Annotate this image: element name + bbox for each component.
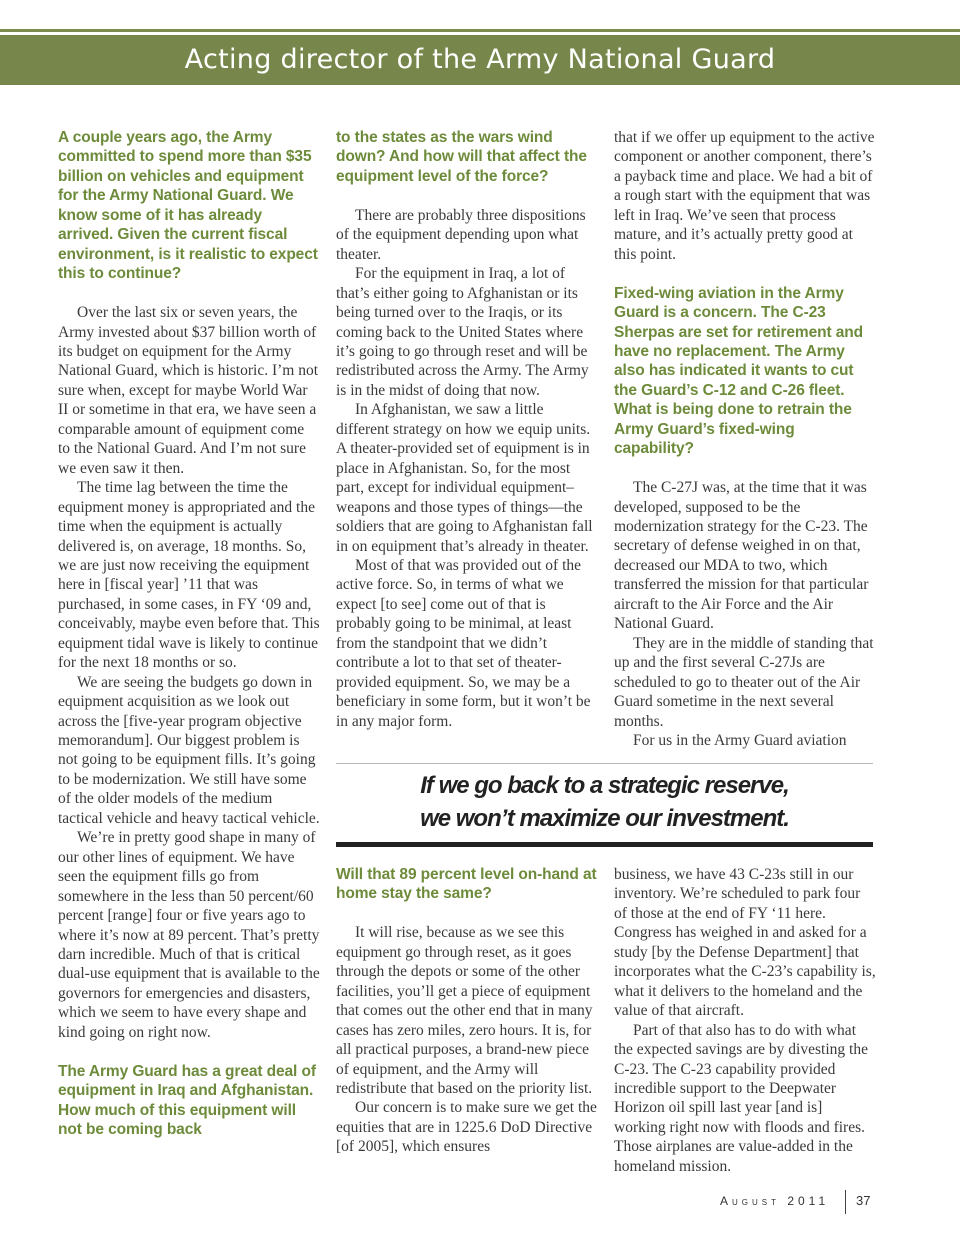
question-iraq-afghanistan: The Army Guard has a great deal of equipment in Iraq and Afghanistan. How much of this equipment will not be coming back <box>58 1062 316 1139</box>
answer-paragraph: Most of that was provided out of the active force. So, in terms of what we expect [to see] come out of that is probably going to be minimal, at least from the standpoint that we didn’t contribute a lot to that set of theater-provided equipment. So, we may be a beneficiary in some form, but it won’t be in any major form. <box>336 556 591 730</box>
column-3-lower <box>614 865 876 1176</box>
pull-quote-top-rule <box>336 763 873 764</box>
column-2 <box>336 128 598 731</box>
pull-quote-bottom-rule <box>336 842 873 847</box>
answer-paragraph: It will rise, because as we see this equipment go through reset, as it goes through the depots or some of the other facilities, you’ll get a piece of equipment that comes out the other end that in many cases has zero miles, zero hours. It is, for all practical purposes, a brand-new piece of equipment, and the Army will redistribute that based on the priority list. <box>336 924 593 1097</box>
pull-quote-line: we won’t maximize our investment. <box>420 805 789 832</box>
answer-paragraph: Part of that also has to do with what the expected savings are by divesting the C-23. The C-23 capability provided incredible support to the Deepwater Horizon oil spill last year [and is] working right now with floods and fires. Those airplanes are value-added in the homeland mission. <box>614 1021 868 1175</box>
answer-paragraph: There are probably three dispositions of the equipment depending upon what theater. <box>336 206 586 263</box>
footer-divider <box>845 1190 846 1214</box>
pull-quote-line: If we go back to a strategic reserve, <box>420 772 789 799</box>
answer-paragraph: In Afghanistan, we saw a little different strategy on how we equip units. A theater-provided set of equipment is in place in Afghanistan. So, for the most part, except for individual equipment–weapons and those types of things—the soldiers that are going to Afghanistan fall in on equipment that’s already in theater. <box>336 401 593 555</box>
answer-paragraph: They are in the middle of standing that up and the first several C-27Js are scheduled to go to theater out of the Air Guard sometime in the next several months. <box>614 634 874 730</box>
column-3 <box>614 128 876 750</box>
answer-paragraph-continued: business, we have 43 C-23s still in our inventory. We’re scheduled to park four of those at the end of FY ‘11 here. Congress has weighed in and asked for a study [by the Defense Department] that incorporates what the C-23’s capability is, what it delivers to the homeland and the value of that aircraft. <box>614 866 876 1020</box>
answer-paragraph: We’re in pretty good shape in many of our other lines of equipment. We have seen the equipment fills go from somewhere in the less than 50 percent/60 percent [range] four or five years ago to where it’s now at 89 percent. That’s pretty darn incredible. Much of that is critical dual-use equipment that is available to the governors for emergencies and disasters, which we seem to have every shape and kind going on right now. <box>58 829 320 1041</box>
pull-quote <box>336 769 873 835</box>
question-equipment-funding: A couple years ago, the Army committed to spend more than $35 billion on vehicles and equipment for the Army National Guard. We know some of it has already arrived. Given the current fiscal environment, is it realistic to expect this to continue? <box>58 129 318 283</box>
top-rule <box>0 29 960 32</box>
footer-issue-date: August 2011 <box>720 1194 830 1208</box>
question-equipment-level: Will that 89 percent level on-hand at home stay the same? <box>336 866 597 903</box>
answer-paragraph: For us in the Army Guard aviation <box>633 732 847 750</box>
answer-paragraph: The time lag between the time the equipment money is appropriated and the time when the equipment is actually delivered is, on average, 18 months. So, we are just now receiving the equipment here in [fiscal year] ’11 that was purchased, in some cases, in FY ‘09 and, conceivably, maybe even before that. This equipment tidal wave is likely to continue for the next 18 months or so. <box>58 479 320 672</box>
column-2-lower <box>336 865 598 1157</box>
column-1 <box>58 128 320 1140</box>
answer-paragraph: Our concern is to make sure we get the equities that are in 1225.6 DoD Directive [of 2005], which ensures <box>336 1099 597 1156</box>
answer-paragraph: Over the last six or seven years, the Army invested about $37 billion worth of its budget on equipment for the Army National Guard, which is historic. I’m not sure when, except for maybe World War II or sometime in that era, we have seen a comparable amount of equipment come to the National Guard. And I’m not sure we even saw it then. <box>58 304 319 477</box>
answer-paragraph: We are seeing the budgets go down in equipment acquisition as we look out across the [five-year program objective memorandum]. Our biggest problem is not going to be equipment fills. It’s going to be modernization. We still have some of the older models of the medium tactical vehicle and heavy tactical vehicle. <box>58 673 320 827</box>
answer-paragraph-continued: that if we offer up equipment to the active component or another component, there’s a payback time and place. We had a bit of a rough start with the equipment that was left in Iraq. We’ve seen that process mature, and it’s actually pretty good at this point. <box>614 129 875 263</box>
question-fixed-wing-aviation: Fixed-wing aviation in the Army Guard is a concern. The C-23 Sherpas are set for retirement and have no replacement. The Army also has indicated it wants to cut the Guard’s C-12 and C-26 fleet. What is being done to retrain the Army Guard’s fixed-wing capability? <box>614 284 863 458</box>
answer-paragraph: For the equipment in Iraq, a lot of that’s either going to Afghanistan or its being turned over to the Iraqis, or its coming back to the United States where it’s going to go through reset and will be redistributed across the Army. The Army is in the midst of doing that now. <box>336 265 589 399</box>
banner-title: Acting director of the Army National Guard <box>184 44 776 75</box>
answer-paragraph: The C-27J was, at the time that it was developed, supposed to be the modernization strategy for the C-23. The secretary of defense weighed in on that, decreased our MDA to two, which transferred the mission for that particular aircraft to the Air Force and the Air National Guard. <box>614 479 869 633</box>
question-iraq-afghanistan-continued: to the states as the wars wind down? And how will that affect the equipment level of the force? <box>336 129 587 185</box>
page-number: 37 <box>856 1193 871 1208</box>
section-banner <box>0 35 960 85</box>
